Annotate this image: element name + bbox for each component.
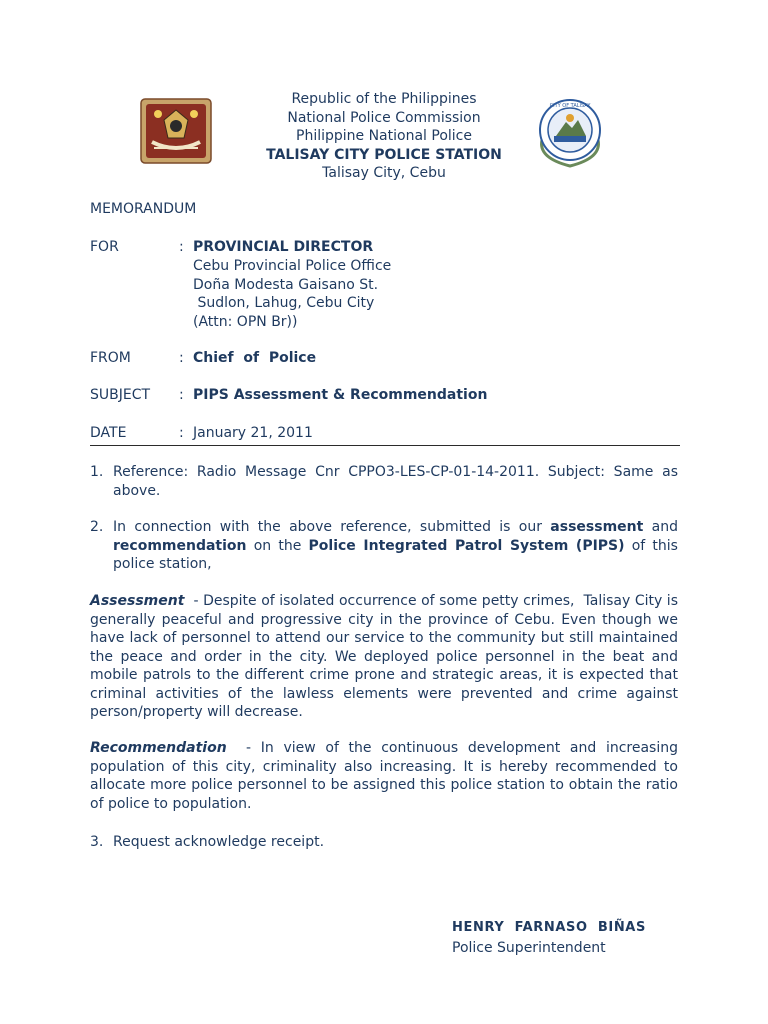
subject-value: PIPS Assessment & Recommendation bbox=[193, 387, 488, 403]
p2-part: on the bbox=[246, 537, 309, 554]
paragraph-3-text: Request acknowledge receipt. bbox=[113, 834, 325, 850]
subject-label: SUBJECT bbox=[90, 387, 151, 403]
signatory-title: Police Superintendent bbox=[452, 940, 606, 956]
signatory-name: HENRY FARNASO BIÑAS bbox=[452, 920, 646, 935]
paragraph-1 bbox=[90, 463, 678, 500]
recommendation-label: Recommendation bbox=[90, 740, 227, 756]
assessment-paragraph bbox=[90, 592, 683, 722]
paragraph-2-text bbox=[113, 518, 678, 574]
p2-recommendation-term: recommendation bbox=[113, 537, 247, 554]
letterhead-station: TALISAY CITY POLICE STATION bbox=[266, 146, 502, 163]
date-value: January 21, 2011 bbox=[193, 425, 313, 441]
subject-colon: : bbox=[179, 387, 184, 403]
recommendation-paragraph bbox=[90, 739, 683, 813]
p2-assessment-term: assessment bbox=[550, 519, 644, 535]
from-label: FROM bbox=[90, 350, 131, 366]
assessment-label: Assessment bbox=[90, 593, 185, 609]
for-label: FOR bbox=[90, 239, 119, 255]
paragraph-3-number: 3. bbox=[90, 834, 104, 850]
paragraph-1-number: 1. bbox=[90, 464, 104, 480]
paragraph-2-number: 2. bbox=[90, 519, 104, 535]
header-divider bbox=[90, 445, 680, 446]
letterhead-location: Talisay City, Cebu bbox=[322, 165, 446, 181]
from-colon: : bbox=[179, 350, 184, 366]
for-colon: : bbox=[179, 239, 184, 255]
for-line-3: Sudlon, Lahug, Cebu City bbox=[193, 295, 375, 311]
p2-pips-term: Police Integrated Patrol System (PIPS) bbox=[308, 537, 625, 554]
seal-text: CITY OF TALISAY bbox=[549, 103, 591, 109]
letterhead-pnp: Philippine National Police bbox=[296, 128, 472, 144]
date-label: DATE bbox=[90, 425, 127, 441]
paragraph-2 bbox=[90, 518, 678, 574]
assessment-text: - Despite of isolated occurrence of some petty crimes, Talisay City is generally peaceful and progressive city in the province of Cebu. Even though we have lack of personnel to attend our service to the community but still maintained the peace and order in the city. We deployed police personnel in the beat and mobile patrols to the different crime prone and strategic areas, it is expected that criminal activities of the lawless elements were prevented and crime against person/property will decrease. bbox=[90, 593, 683, 720]
p2-part: of this police station, bbox=[113, 537, 678, 572]
paragraph-1-text: Reference: Radio Message Cnr CPPO3-LES-CP-01-14-2011. Subject: Same as above. bbox=[113, 464, 678, 499]
date-colon: : bbox=[179, 425, 184, 441]
from-value: Chief of Police bbox=[193, 350, 317, 366]
letterhead-republic: Republic of the Philippines bbox=[291, 91, 477, 107]
paragraph-3 bbox=[90, 833, 678, 852]
p2-part: and bbox=[643, 519, 678, 535]
for-line-4: (Attn: OPN Br)) bbox=[193, 314, 298, 330]
for-line-2: Doña Modesta Gaisano St. bbox=[193, 277, 379, 293]
letterhead-napolcom: National Police Commission bbox=[287, 109, 481, 126]
memo-title: MEMORANDUM bbox=[90, 201, 197, 217]
recommendation-text: - In view of the continuous development and increasing population of this city, criminality also increasing. It is hereby recommended to allocate more police personnel to be assigned this police station to obtain the ratio of police to population. bbox=[90, 740, 683, 812]
for-recipient: PROVINCIAL DIRECTOR bbox=[193, 239, 374, 255]
letterhead bbox=[0, 90, 768, 183]
p2-part: In connection with the above reference, submitted is our bbox=[113, 519, 551, 535]
for-line-1: Cebu Provincial Police Office bbox=[193, 258, 392, 274]
